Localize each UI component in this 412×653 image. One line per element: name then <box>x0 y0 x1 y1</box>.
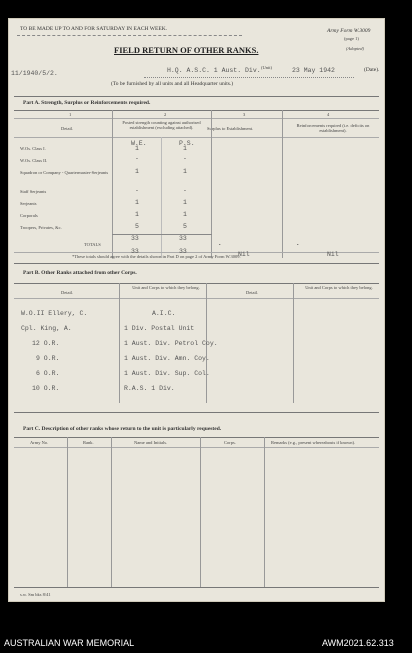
part-b-row-6-unit: R.A.S. 1 Div. <box>124 385 175 392</box>
form-title: FIELD RETURN OF OTHER RANKS. <box>114 45 259 55</box>
part-b-row-2-unit: 1 Div. Postal Unit <box>124 325 195 332</box>
col-number-3: 3 <box>243 112 246 117</box>
part-a-top-rule <box>14 96 379 97</box>
part-b-top-rule <box>14 263 379 264</box>
part-b-col-detail-2: Detail. <box>246 290 259 295</box>
row-label-wo1: W.Os. Class I. <box>20 146 46 151</box>
print-code: s.w. Sm bks 8/41 <box>20 592 51 597</box>
part-b-header-top-rule <box>14 283 379 284</box>
part-b-row-2-detail: Cpl. King, A. <box>21 325 72 332</box>
row-we-wo2: - <box>135 155 139 162</box>
row-we-sgt: 1 <box>135 199 139 206</box>
row-ps-sgt: 1 <box>183 199 187 206</box>
archive-footer <box>0 636 412 653</box>
col-number-1: 1 <box>69 112 72 117</box>
part-b-row-3-unit: 1 Aust. Div. Petrol Coy. <box>124 340 218 347</box>
part-b-header-rule <box>14 298 379 299</box>
part-c-heading: Part C. Description of other ranks whose return to the unit is particularly requested. <box>23 426 222 432</box>
part-b-row-4-detail: 9 O.R. <box>36 355 60 362</box>
row-we-cqms: 1 <box>135 168 139 175</box>
totals-surplus-mark: • <box>219 242 221 247</box>
form-name: Army Form W.3009 <box>327 28 371 34</box>
row-we-wo1: 1 <box>135 145 139 152</box>
part-c-divider-3 <box>200 437 201 587</box>
part-b-row-1-detail: W.O.II Ellery, C. <box>21 310 88 317</box>
col-number-2: 2 <box>164 112 167 117</box>
date-typed: 23 May 1942 <box>292 67 335 74</box>
row-label-sgt: Serjeants <box>20 201 37 206</box>
part-b-row-5-unit: 1 Aust. Div. Sup. Col. <box>124 370 210 377</box>
part-a-divider-2 <box>211 110 212 258</box>
part-c-col-army-no: Army No. <box>30 440 49 445</box>
part-b-col-detail-1: Detail. <box>61 290 74 295</box>
part-c-col-corps: Corps. <box>224 440 236 445</box>
col-header-reinforcements: Reinforcements required (i.e. deficits on establishment). <box>296 123 370 133</box>
part-c-top-rule <box>14 412 379 413</box>
row-ps-wo2: - <box>183 155 187 162</box>
sub-header-we: W.E. <box>131 140 147 147</box>
totals-footnote: *These totals should agree with the details shown in Part D on page 2 of Army Form W.3009. <box>72 254 241 259</box>
form-adapted: (Adapted) <box>346 46 364 51</box>
totals-surplus: Nil <box>238 251 250 258</box>
part-c-header-rule <box>14 447 379 448</box>
instruction: (To be furnished by all units and all Headquarter units.) <box>111 81 234 87</box>
totals-bottom-rule <box>14 252 379 253</box>
part-c-col-remarks: Remarks (e.g., present whereabouts if known). <box>271 440 356 445</box>
unit-date-rule <box>144 77 354 78</box>
unit-typed: H.Q. A.S.C. 1 Aust. Div. <box>167 67 261 74</box>
totals-we: 33 <box>131 235 139 242</box>
row-ps-troopers: 5 <box>183 223 187 230</box>
row-we-ssgt: - <box>135 187 139 194</box>
date-label: (Date). <box>364 67 380 73</box>
footer-institution: AUSTRALIAN WAR MEMORIAL <box>4 638 135 648</box>
part-b-row-4-unit: 1 Aust. Div. Amn. Coy. <box>124 355 210 362</box>
part-b-row-1-unit: A.I.C. <box>152 310 176 317</box>
row-label-ssgt: Staff Serjeants <box>20 189 47 194</box>
part-b-divider-3 <box>293 283 294 403</box>
row-label-troopers: Troopers, Privates, &c. <box>20 225 62 230</box>
row-ps-cpl: 1 <box>183 211 187 218</box>
totals-reinforcements: Nil <box>327 251 339 258</box>
unit-label: (Unit) <box>261 65 272 70</box>
totals-ps: 33 <box>179 235 187 242</box>
col-header-posted: Posted strength counting against authorised establishment (excluding attached). <box>122 120 201 130</box>
totals-ps-repeat: 33 <box>179 248 187 255</box>
reference-number: 11/1940/5/2. <box>11 70 58 77</box>
part-b-row-5-detail: 6 O.R. <box>36 370 60 377</box>
part-c-divider-1 <box>67 437 68 587</box>
totals-rule <box>112 234 212 235</box>
row-label-wo2: W.Os. Class II. <box>20 158 48 163</box>
part-b-heading: Part B. Other Ranks attached from other Corps. <box>23 270 137 276</box>
part-c-col-rank: Rank. <box>83 440 94 445</box>
row-label-cqms: Squadron or Company - Quartermaster-Serjeants <box>20 170 109 175</box>
col-header-rule <box>14 137 379 138</box>
part-b-row-3-detail: 12 O.R. <box>32 340 60 347</box>
part-a-header-rule <box>14 110 379 111</box>
col-number-rule <box>14 118 379 119</box>
col-header-detail: Detail. <box>61 126 74 131</box>
part-c-col-name: Name and Initials. <box>134 440 168 445</box>
row-label-cpl: Corporals <box>20 213 38 218</box>
col-number-4: 4 <box>327 112 330 117</box>
row-ps-wo1: 1 <box>183 145 187 152</box>
part-b-row-6-detail: 10 O.R. <box>32 385 60 392</box>
row-ps-ssgt: - <box>183 187 187 194</box>
col-header-surplus: Surplus to Establishment. <box>207 126 254 131</box>
part-a-divider-1 <box>112 110 113 258</box>
part-b-col-unit-2: Unit and Corps to which they belong. <box>305 285 373 290</box>
part-a-divider-3 <box>282 110 283 258</box>
row-we-troopers: 5 <box>135 223 139 230</box>
part-c-bottom-rule <box>14 587 379 588</box>
part-b-col-unit-1: Unit and Corps to which they belong. <box>132 285 200 290</box>
row-we-cpl: 1 <box>135 211 139 218</box>
part-b-divider-1 <box>119 283 120 403</box>
form-page <box>8 18 385 602</box>
totals-reinf-mark: • <box>297 242 299 247</box>
part-c-divider-4 <box>264 437 265 587</box>
part-a-divider-we-ps <box>161 137 162 258</box>
sub-header-ps: P.S. <box>179 140 195 147</box>
part-c-header-top-rule <box>14 437 379 438</box>
totals-label: TOTALS <box>84 242 101 247</box>
totals-we-repeat: 33 <box>131 248 139 255</box>
notice-rule <box>17 35 242 36</box>
footer-accession: AWM2021.62.313 <box>322 638 394 648</box>
top-notice: TO BE MADE UP TO AND FOR SATURDAY IN EACH WEEK. <box>20 26 168 32</box>
part-a-heading: Part A. Strength, Surplus or Reinforcements required. <box>23 100 151 106</box>
form-page: (page 1) <box>344 36 359 41</box>
part-c-divider-2 <box>111 437 112 587</box>
row-ps-cqms: 1 <box>183 168 187 175</box>
